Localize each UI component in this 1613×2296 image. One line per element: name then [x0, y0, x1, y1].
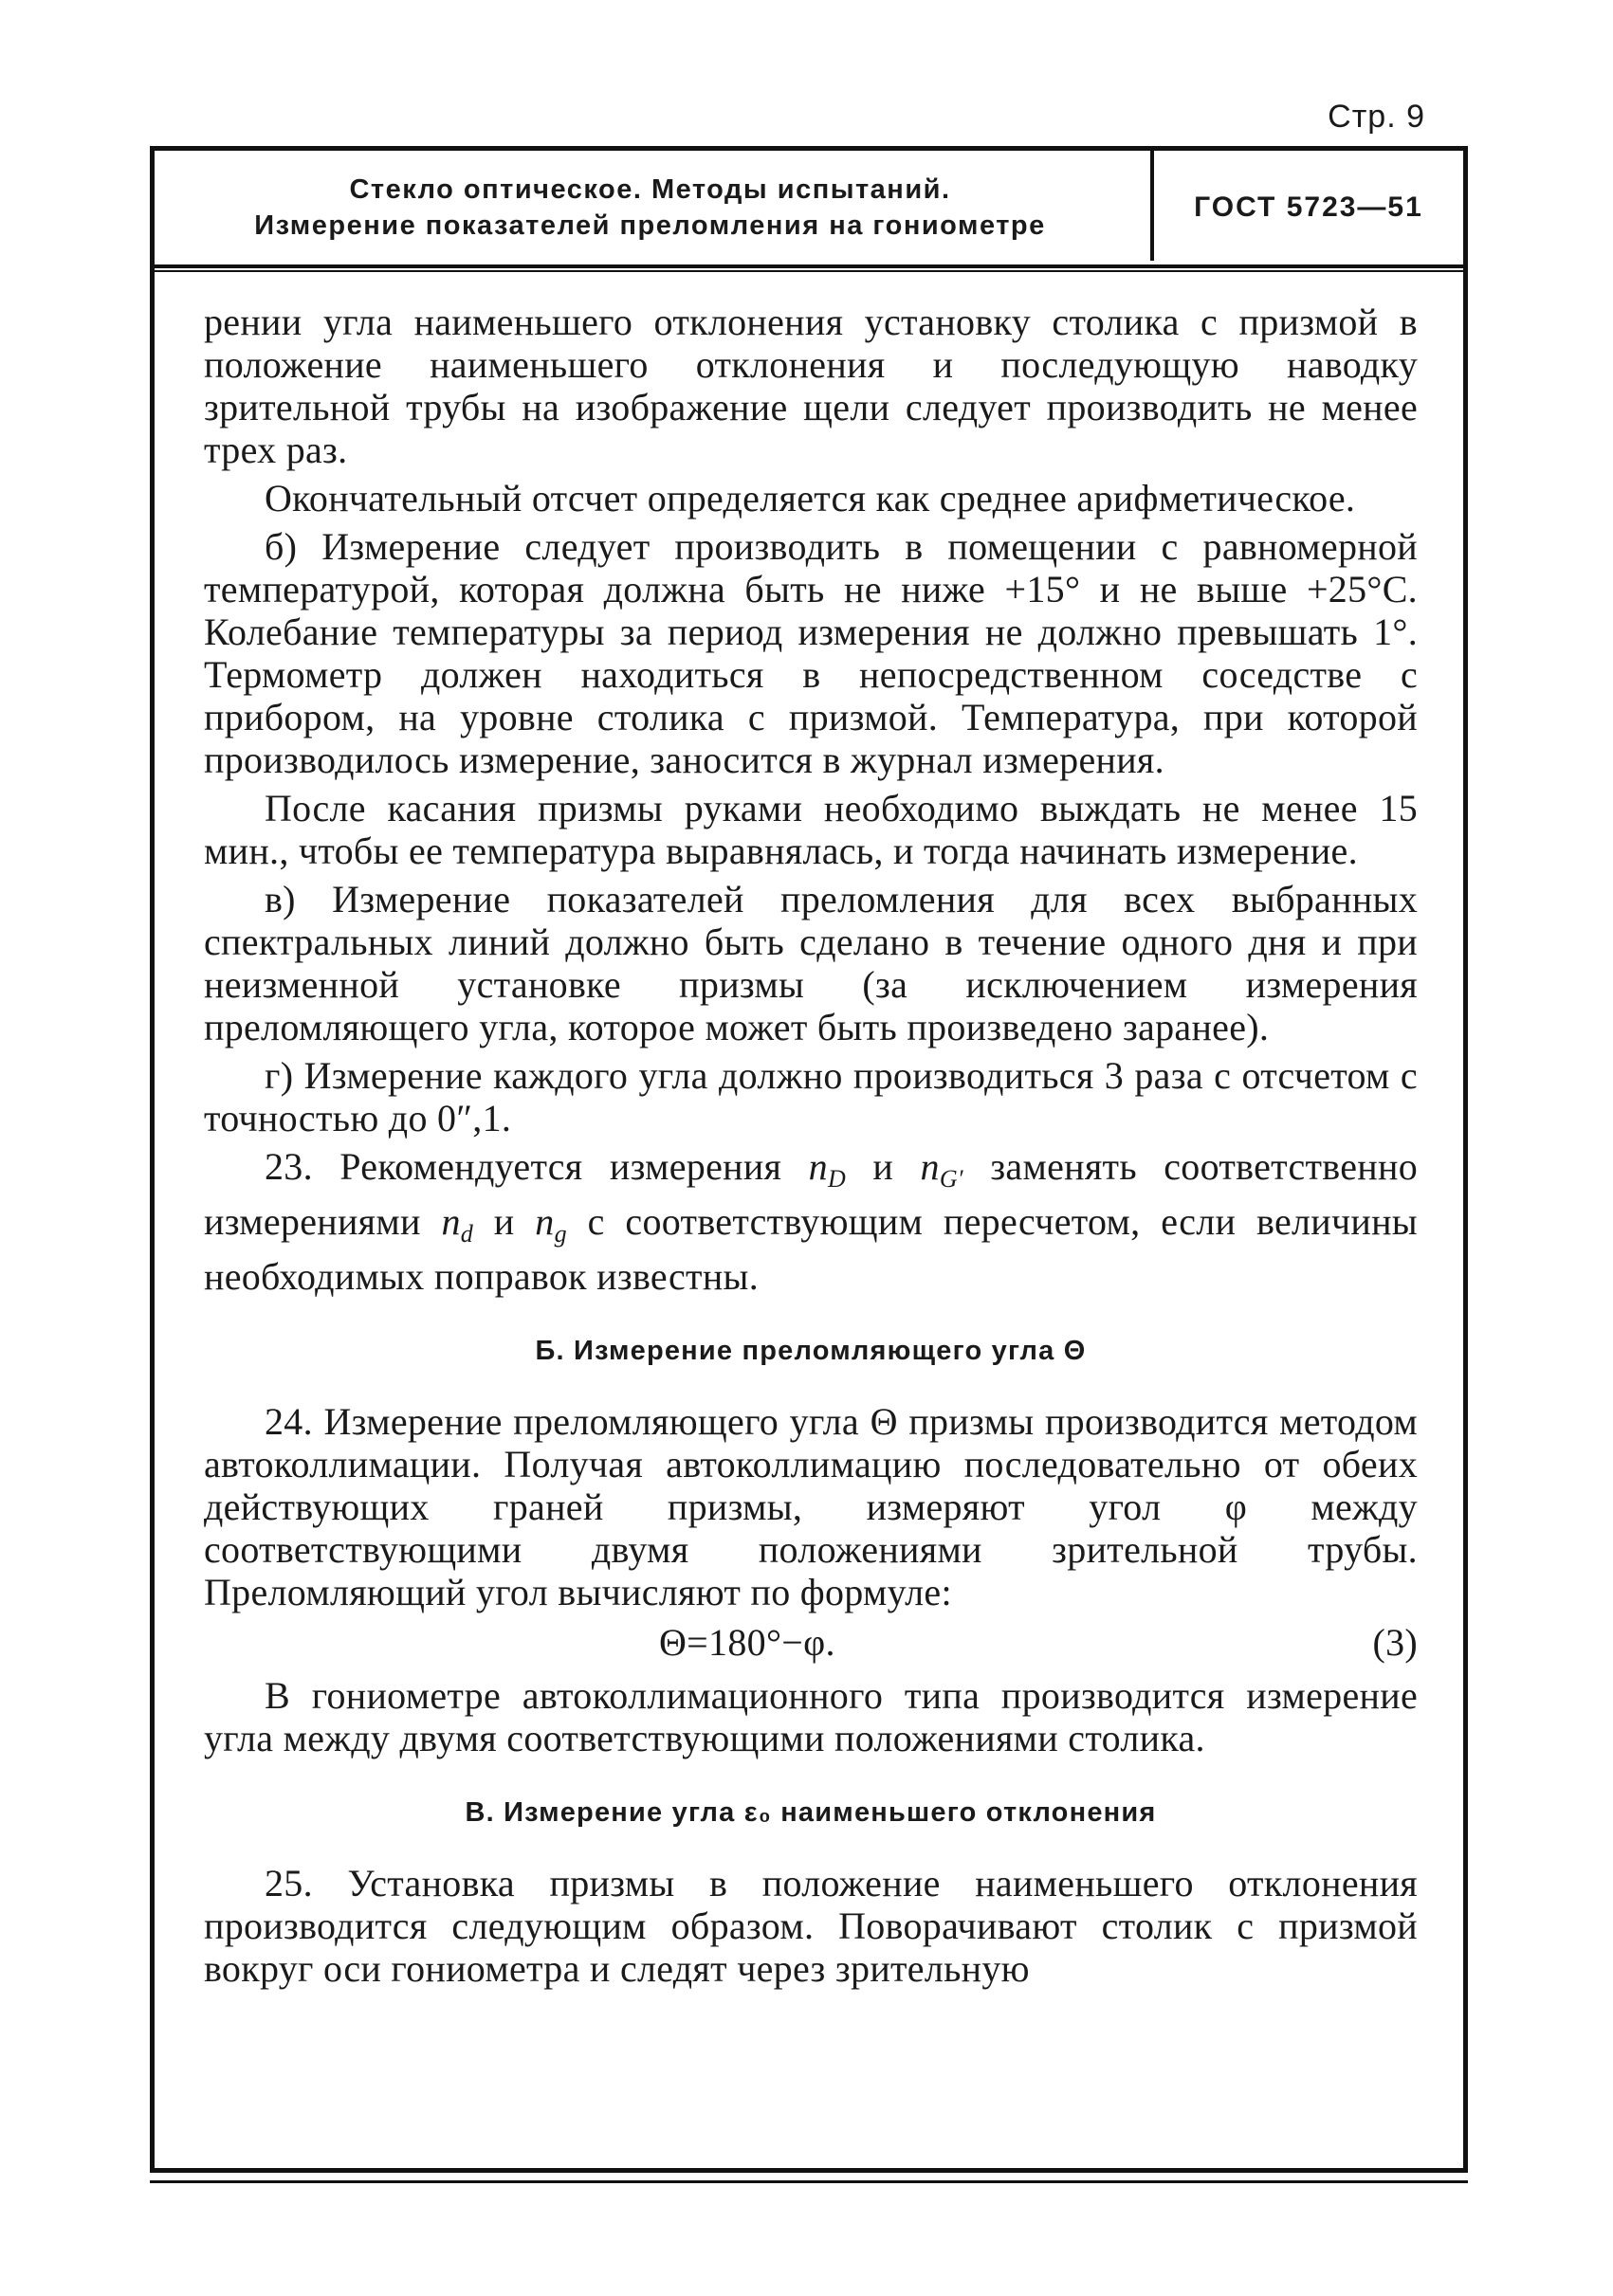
paragraph-item-g: г) Измерение каждого угла должно производиться 3 раза с отсчетом с точностью до 0″,1. — [204, 1054, 1418, 1139]
paragraph-final-reading: Окончательный отсчет определяется как среднее арифметическое. — [265, 477, 1356, 519]
paragraph-24: 24. Измерение преломляющего угла Θ призмы производится методом автоколлимации. Получая автоколлимацию последовательно от обеих действующих граней призмы, измеряют угол φ между соответствующими двумя положениями зрительной трубы. Преломляющий угол вычисляют по формуле: — [204, 1400, 1418, 1613]
p23-text-2: и — [846, 1145, 921, 1188]
header-title — [155, 151, 1146, 264]
p23-text-4: и — [473, 1200, 536, 1243]
p23-text-1: 23. Рекомендуется измерения — [265, 1145, 809, 1188]
paragraph-item-b: б) Измерение следует производить в помещении с равномерной температурой, которая должна быть не ниже +15° и не выше +25°С. Колебание температуры за период измерения не должно превышать 1°. Термометр должен находиться в непосредственном соседстве с прибором, на уровне столика с призмой. Температура, при которой производилось измерение, заносится в журнал измерения. — [204, 525, 1418, 781]
p23-text-3: заменять соответственно измерениями — [204, 1145, 1418, 1243]
paragraph-25: 25. Установка призмы в положение наименьшего отклонения производится следующим образом. Поворачивают столик с призмой вокруг оси гониометра и следят через зрительную — [204, 1862, 1418, 1990]
paragraph-autocollimation: В гониометре автоколлимационного типа производится измерение угла между двумя соответствующими положениями столика. — [204, 1674, 1418, 1759]
symbol-nD: $n_D$ — [808, 1145, 847, 1193]
header-title-line-2: Измерение показателей преломления на гониометре — [254, 210, 1046, 241]
frame-bottom-rule — [150, 2168, 1468, 2173]
paragraph-23 — [204, 1145, 1418, 1298]
paragraph-wait-time: После касания призмы руками необходимо выждать не менее 15 мин., чтобы ее температура выравнялась, и тогда начинать измерение. — [204, 787, 1418, 872]
standard-code: ГОСТ 5723—51 — [1194, 191, 1423, 223]
paragraph-continuation: рении угла наименьшего отклонения установку столика с призмой в положение наименьшего отклонения и последующую наводку зрительной трубы на изображение щели следует производить не менее трех раз. — [204, 301, 1418, 471]
symbol-nG: $n_{G'}$ — [920, 1145, 963, 1193]
page-number: Стр. 9 — [1328, 99, 1425, 135]
symbol-ng: $n_g$ — [535, 1200, 567, 1248]
symbol-nd: $n_d$ — [441, 1200, 474, 1248]
paragraph-item-v: в) Измерение показателей преломления для всех выбранных спектральных линий должно быть сделано в течение одного дня и при неизменной установке призмы (за исключением измерения преломляющего угла, которое может быть произведено заранее). — [204, 878, 1418, 1048]
page-frame — [150, 146, 1468, 2173]
document-header — [155, 151, 1463, 268]
p23-text-5: с соответствующим пересчетом, если величины необходимых поправок известны. — [204, 1200, 1418, 1298]
frame-bottom-rule-thin — [150, 2180, 1468, 2183]
formula: Θ=180°−φ. — [659, 1621, 835, 1664]
formula-number: (3) — [1372, 1621, 1418, 1664]
header-rule — [155, 270, 1463, 272]
formula-row — [204, 1621, 1418, 1670]
section-heading-b: Б. Измерение преломляющего угла Θ — [535, 1336, 1087, 1366]
header-title-line-1: Стекло оптическое. Методы испытаний. — [349, 174, 951, 205]
section-heading-v: В. Измерение угла ε₀ наименьшего отклонения — [465, 1797, 1157, 1828]
document-body — [204, 301, 1418, 1990]
